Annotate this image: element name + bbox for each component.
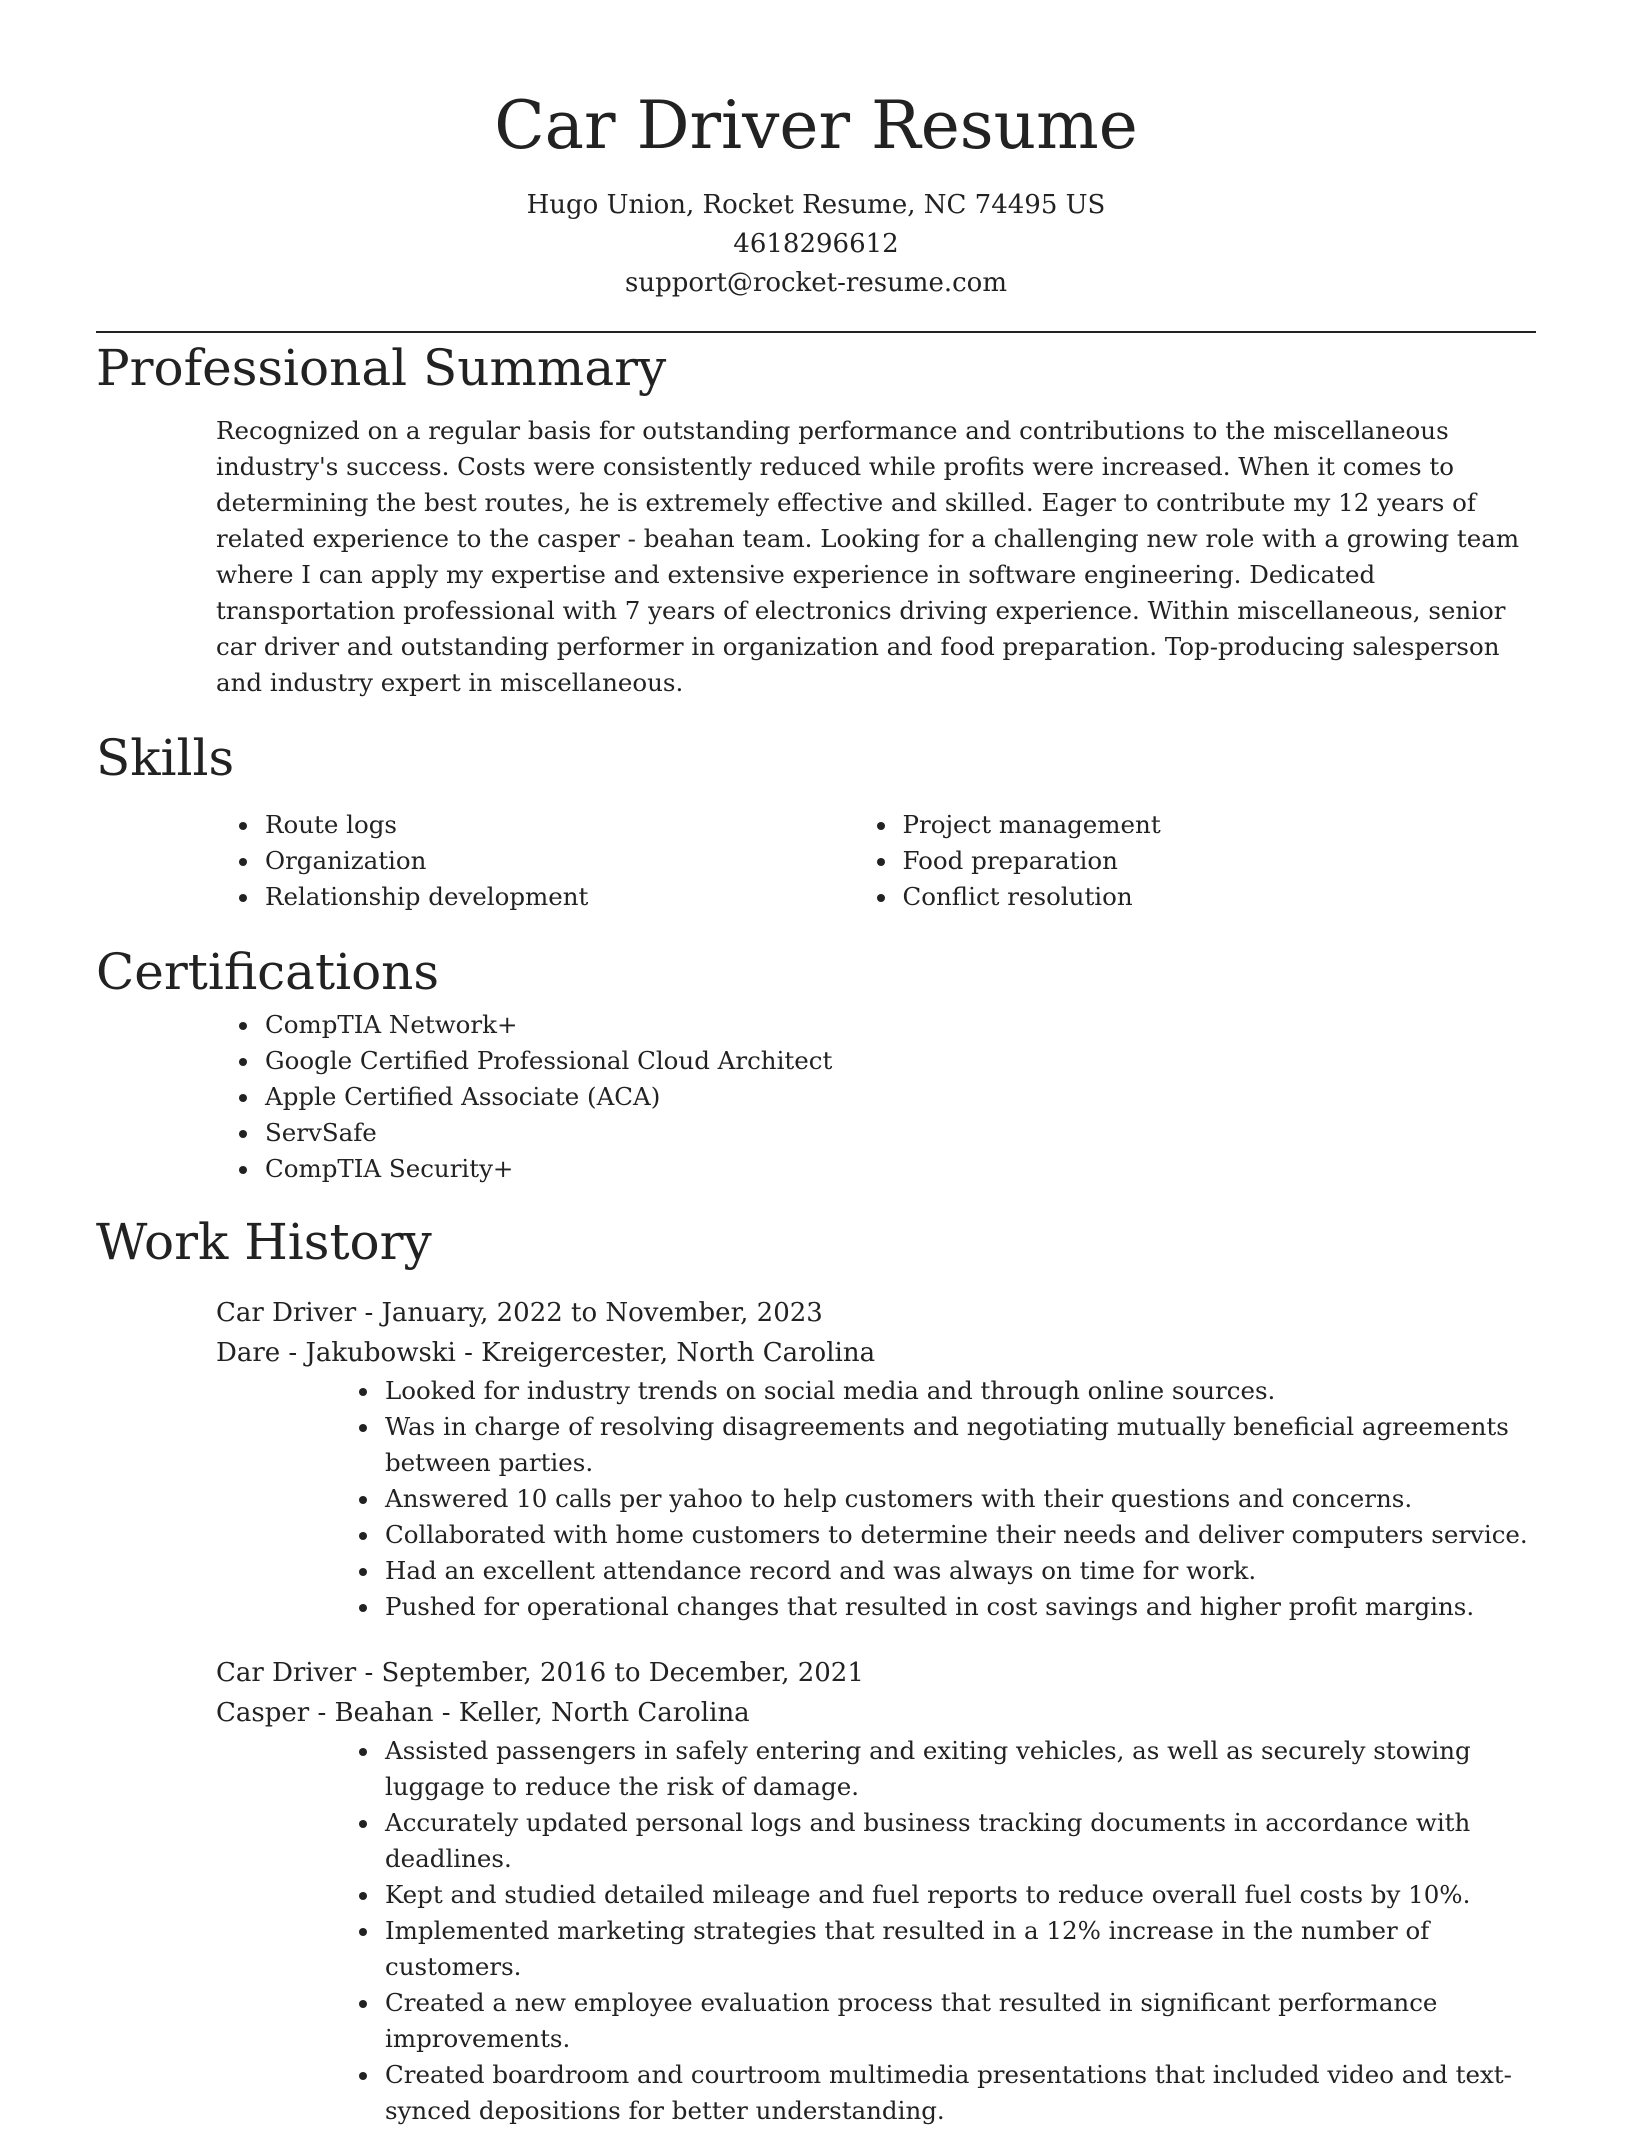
job-duty: • Assisted passengers in safely entering and exiting vehicles, as well as securely stowing luggage to reduce the risk of damage. bbox=[381, 1733, 1536, 1805]
job-company-location: Dare - Jakubowski - Kreigercester, North Carolina bbox=[216, 1338, 876, 1368]
contact-email: support@rocket-resume.com bbox=[624, 268, 1007, 298]
job-duty: • Pushed for operational changes that resulted in cost savings and higher profit margins. bbox=[381, 1589, 1536, 1625]
skill-item: • Organization bbox=[261, 843, 899, 879]
job-duty: • Kept and studied detailed mileage and fuel reports to reduce overall fuel costs by 10%. bbox=[381, 1877, 1536, 1913]
job-duty: • Had an excellent attendance record and was always on time for work. bbox=[381, 1553, 1536, 1589]
resume-title: Car Driver Resume bbox=[494, 87, 1138, 164]
skill-item: • Relationship development bbox=[261, 879, 899, 915]
skill-item: • Conflict resolution bbox=[899, 879, 1537, 915]
summary-heading: Professional Summary bbox=[96, 339, 667, 397]
job-entry bbox=[216, 1293, 1536, 1625]
skills-heading: Skills bbox=[96, 729, 235, 787]
skills-column-2 bbox=[899, 807, 1537, 915]
job-duties-list bbox=[216, 1733, 1536, 2129]
work-history-heading: Work History bbox=[96, 1213, 432, 1271]
summary-text: Recognized on a regular basis for outstanding performance and contributions to the miscellaneous industry's success. Costs were consistently reduced while profits were increased. When it comes to determining the best routes, he is extremely effective and skilled. Eager to contribute my 12 years of related experience to the casper - beahan team. Looking for a challenging new role with a growing team where I can apply my expertise and extensive experience in software engineering. Dedicated transportation professional with 7 years of electronics driving experience. Within miscellaneous, senior car driver and outstanding performer in organization and food preparation. Top-producing salesperson and industry expert in miscellaneous. bbox=[216, 416, 1520, 697]
job-title-dates: Car Driver - January, 2022 to November, 2023 bbox=[216, 1298, 823, 1328]
certification-item: • CompTIA Network+ bbox=[261, 1007, 1536, 1043]
skills-column-1 bbox=[96, 807, 899, 915]
job-duty: • Looked for industry trends on social media and through online sources. bbox=[381, 1373, 1536, 1409]
job-duty: • Was in charge of resolving disagreements and negotiating mutually beneficial agreements between parties. bbox=[381, 1409, 1536, 1481]
skills-section bbox=[96, 723, 1536, 915]
certification-item: • ServSafe bbox=[261, 1115, 1536, 1151]
skill-item: • Route logs bbox=[261, 807, 899, 843]
certifications-heading: Certifications bbox=[96, 943, 440, 1001]
work-history-section bbox=[96, 1207, 1536, 2129]
contact-block bbox=[96, 186, 1536, 303]
skill-item: • Project management bbox=[899, 807, 1537, 843]
job-duty: • Answered 10 calls per yahoo to help customers with their questions and concerns. bbox=[381, 1481, 1536, 1517]
skill-item: • Food preparation bbox=[899, 843, 1537, 879]
job-company-location: Casper - Beahan - Keller, North Carolina bbox=[216, 1698, 750, 1728]
certifications-section bbox=[96, 937, 1536, 1187]
job-entry bbox=[216, 1653, 1536, 2129]
certification-item: • Google Certified Professional Cloud Architect bbox=[261, 1043, 1536, 1079]
job-duty: • Created boardroom and courtroom multimedia presentations that included video and text-synced depositions for better understanding. bbox=[381, 2057, 1536, 2129]
certifications-list bbox=[96, 1007, 1536, 1187]
skills-columns bbox=[96, 807, 1536, 915]
job-title-dates: Car Driver - September, 2016 to December, 2021 bbox=[216, 1658, 864, 1688]
contact-address: Hugo Union, Rocket Resume, NC 74495 US bbox=[526, 190, 1106, 220]
job-duties-list bbox=[216, 1373, 1536, 1625]
job-duty: • Accurately updated personal logs and business tracking documents in accordance with deadlines. bbox=[381, 1805, 1536, 1877]
certification-item: • CompTIA Security+ bbox=[261, 1151, 1536, 1187]
contact-phone: 4618296612 bbox=[733, 229, 899, 259]
job-duty: • Collaborated with home customers to determine their needs and deliver computers service. bbox=[381, 1517, 1536, 1553]
certification-item: • Apple Certified Associate (ACA) bbox=[261, 1079, 1536, 1115]
summary-section bbox=[96, 333, 1536, 701]
job-duty: • Implemented marketing strategies that resulted in a 12% increase in the number of customers. bbox=[381, 1913, 1536, 1985]
job-duty: • Created a new employee evaluation process that resulted in significant performance improvements. bbox=[381, 1985, 1536, 2057]
resume-header bbox=[96, 0, 1536, 303]
